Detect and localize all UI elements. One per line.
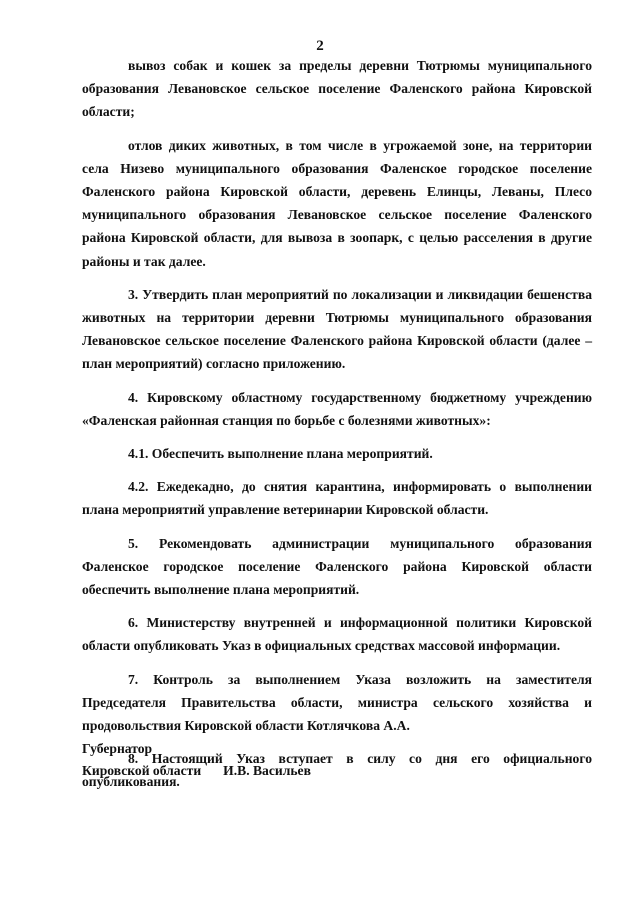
paragraph-item-7: 7. Контроль за выполнением Указа возложить на заместителя Председателя Правительства области, министра сельского хозяйства и продовольствия Кировской области Котлячкова А.А. xyxy=(82,671,592,734)
paragraph-item-4-2: 4.2. Ежедекадно, до снятия карантина, информировать о выполнении плана мероприятий управление ветеринарии Кировской области. xyxy=(82,479,592,518)
signature-region: Кировской области xyxy=(82,763,202,778)
page-number: 2 xyxy=(316,38,324,54)
paragraph-wild-animal-capture: отлов диких животных, в том числе в угрожаемой зоне, на территории села Низево муниципального образования Фаленское городское поселение Фаленского района Кировской области, деревень Елинцы, Леваны, Плесо муниципального образования Левановское сельское поселение Фаленского района Кировской области, для вывоза в зоопарк, с целью расселения в другие районы и так далее. xyxy=(82,137,592,269)
paragraph-animal-removal: вывоз собак и кошек за пределы деревни Тютрюмы муниципального образования Левановское сельское поселение Фаленского района Кировской области; xyxy=(82,58,592,120)
paragraph-item-3: 3. Утвердить план мероприятий по локализации и ликвидации бешенства животных на территории деревни Тютрюмы муниципального образования Левановское сельское поселение Фаленского района Кировской области (далее – план мероприятий) согласно приложению. xyxy=(82,286,592,372)
paragraph-item-4-1: 4.1. Обеспечить выполнение плана мероприятий. xyxy=(128,446,433,462)
signature-region-line xyxy=(82,760,482,782)
document-body xyxy=(82,54,592,794)
signature-name: И.В. Васильев xyxy=(223,763,311,778)
signature-title: Губернатор xyxy=(82,741,153,756)
paragraph-item-6: 6. Министерству внутренней и информационной политики Кировской области опубликовать Указ в официальных средствах массовой информации. xyxy=(82,615,592,654)
paragraph-item-4: 4. Кировскому областному государственному бюджетному учреждению «Фаленская районная станция по борьбе с болезнями животных»: xyxy=(82,389,592,428)
paragraph-item-5: 5. Рекомендовать администрации муниципального образования Фаленское городское поселение Фаленского района Кировской области обеспечить выполнение плана мероприятий. xyxy=(82,535,592,598)
paragraph-item-8: 8. Настоящий Указ вступает в силу со дня его официального опубликования. xyxy=(82,751,592,790)
signature-block xyxy=(82,738,482,782)
